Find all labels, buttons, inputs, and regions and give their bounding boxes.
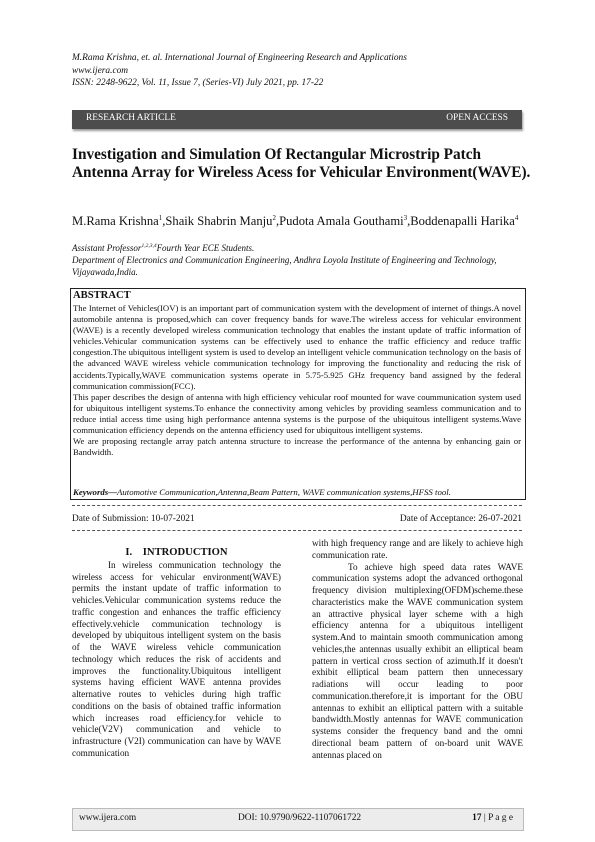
page-number	[472, 813, 513, 823]
footer-site-link[interactable]: www.ijera.com	[79, 813, 137, 823]
author-name: ,Pudota Amala Gouthami	[275, 214, 404, 229]
acceptance-date: Date of Acceptance: 26-07-2021	[399, 514, 522, 524]
body-paragraph: In wireless communication technology the wireless access for vehicular environment(WAVE) permits the instant update of traffic information to vehicles.Vehicular communication systems reduce the traffic congestion and enhances the traffic efficiency effectively.vehicle communication technology is developed by ubiquitous intelligent system on the basis of the WAVE wireless vehicle communication technology which reduces the risk of accidents and improves the functionality.Ubiquitous intelligent systems having efficient WAVE antenna provides alternative routes to vehicles during high traffic conditions on the basis of obtained traffic information which increases road efficiency.for vehicle to vehicle(V2V) communication and vehicle to infrastructure (V2I) communication can have by WAVE communication	[72, 559, 281, 758]
journal-site[interactable]: www.ijera.com	[72, 65, 129, 76]
right-column	[312, 538, 523, 761]
student-role: Fourth Year ECE Students.	[156, 243, 255, 253]
author-name: M.Rama Krishna	[72, 214, 159, 229]
research-article-label: RESEARCH ARTICLE	[86, 113, 176, 123]
author-sup: 4	[514, 214, 519, 222]
affiliation	[72, 240, 532, 278]
abstract-paragraph: The Internet of Vehicles(IOV) is an important part of communication system with the development of internet of things.A novel automobile antenna is proposed,which can cover frequency bands for wave.The wireless access for vehicular environment (WAVE) is a recently developed wireless communication technology that enables the instant update of traffic information of vehicles.Vehicular communication systems can be effectively used to enhance the traffic efficiency and reduce traffic congestion.The ubiquitous intelligent system is used to develop an intelligent vehicle communication technology on the basis of the advanced WAVE wireless vehicle communication technology for improving the functionality and reducing the risk of accidents.Typically,WAVE communication systems operate in 5.75-5.925 GHz frequency band assigned by the federal communication commission(FCC).	[73, 303, 521, 391]
author-name: ,Boddenapalli Harika	[407, 214, 515, 229]
keywords	[73, 487, 521, 497]
author-sup: 1	[158, 214, 163, 222]
open-access-label: OPEN ACCESS	[446, 113, 508, 123]
divider	[72, 530, 522, 531]
date-row	[72, 514, 522, 524]
author-sup: 2	[272, 214, 276, 222]
footer-doi: DOI: 10.9790/9622-1107061722	[238, 813, 362, 823]
abstract-text	[73, 303, 521, 458]
role-sup: 1,2,3,4	[141, 243, 157, 249]
issn-line: ISSN: 2248-9622, Vol. 11, Issue 7, (Series-VI) July 2021, pp. 17-22	[72, 78, 324, 88]
section-heading	[72, 547, 281, 559]
citation-line: M.Rama Krishna, et. al. International Journal of Engineering Research and Applications	[72, 53, 407, 63]
department: Department of Electronics and Communication Engineering, Andhra Loyola Institute of Engineering and Technology, Vijayawada,India.	[72, 255, 497, 277]
body-paragraph: To achieve high speed data rates WAVE communication systems adopt the advanced orthogonal frequency division multiplexing(OFDM)scheme.these characteristics make the WAVE communication system an attractive physical layer scheme with a high efficiency antenna for a ubiquitous intelligent system.And to maintain smooth communication among vehicles,the antennas usually exhibit an elliptical beam pattern in vertical cross section of azimuth.If it doesn't exhibit elliptical beam pattern then unnecessary radiations will occur leading to poor communication.therefore,it is important for the OBU antennas to exhibit an elliptical pattern with a suitable bandwidth.Mostly antennas for WAVE communication systems consider the frequency band and the omni directional beam pattern of on-board unit WAVE antennas placed on	[312, 561, 523, 760]
abstract-paragraph: We are proposing rectangle array patch antenna structure to increase the performance of the antenna by enhancing gain or Bandwidth.	[73, 436, 521, 458]
keywords-label: Keywords—	[73, 487, 117, 497]
keywords-value: Automotive Communication,Antenna,Beam Pattern, WAVE communication systems,HFSS tool.	[117, 487, 451, 497]
page-label: | P a g e	[483, 813, 513, 823]
divider	[72, 505, 522, 506]
page-num: 17	[472, 813, 482, 823]
left-column	[72, 547, 281, 760]
abstract-paragraph: This paper describes the design of antenna with high efficiency vehicular roof mounted for wave coummunication system used for ubiquitous intelligent systems.To enhance the connectivity among vehicles by providing seamless communication and to reduce intial access time using high performance antenna systems is the purpose of the ubiquitous intelligent systems.Wave communication efficiency depends on the antenna efficiency used for ubiquitous intelligent systems.	[73, 391, 521, 436]
section-number: I.	[125, 547, 133, 558]
page-footer	[72, 808, 524, 831]
abstract-heading: ABSTRACT	[73, 290, 131, 301]
journal-header	[72, 52, 532, 90]
submission-date: Date of Submission: 10-07-2021	[72, 514, 195, 524]
author-role: Assistant Professor	[72, 243, 142, 253]
author-list	[72, 210, 532, 230]
author-sup: 3	[403, 214, 408, 222]
article-type-band	[72, 110, 522, 129]
author-name: ,Shaik Shabrin Manju	[162, 214, 273, 229]
section-title: INTRODUCTION	[142, 547, 228, 558]
paper-title: Investigation and Simulation Of Rectangular Microstrip Patch Antenna Array for Wireless Acess for Vehicular Environment(WAVE).	[72, 146, 531, 181]
body-paragraph: with high frequency range and are likely to achieve high communication rate.	[312, 538, 523, 560]
